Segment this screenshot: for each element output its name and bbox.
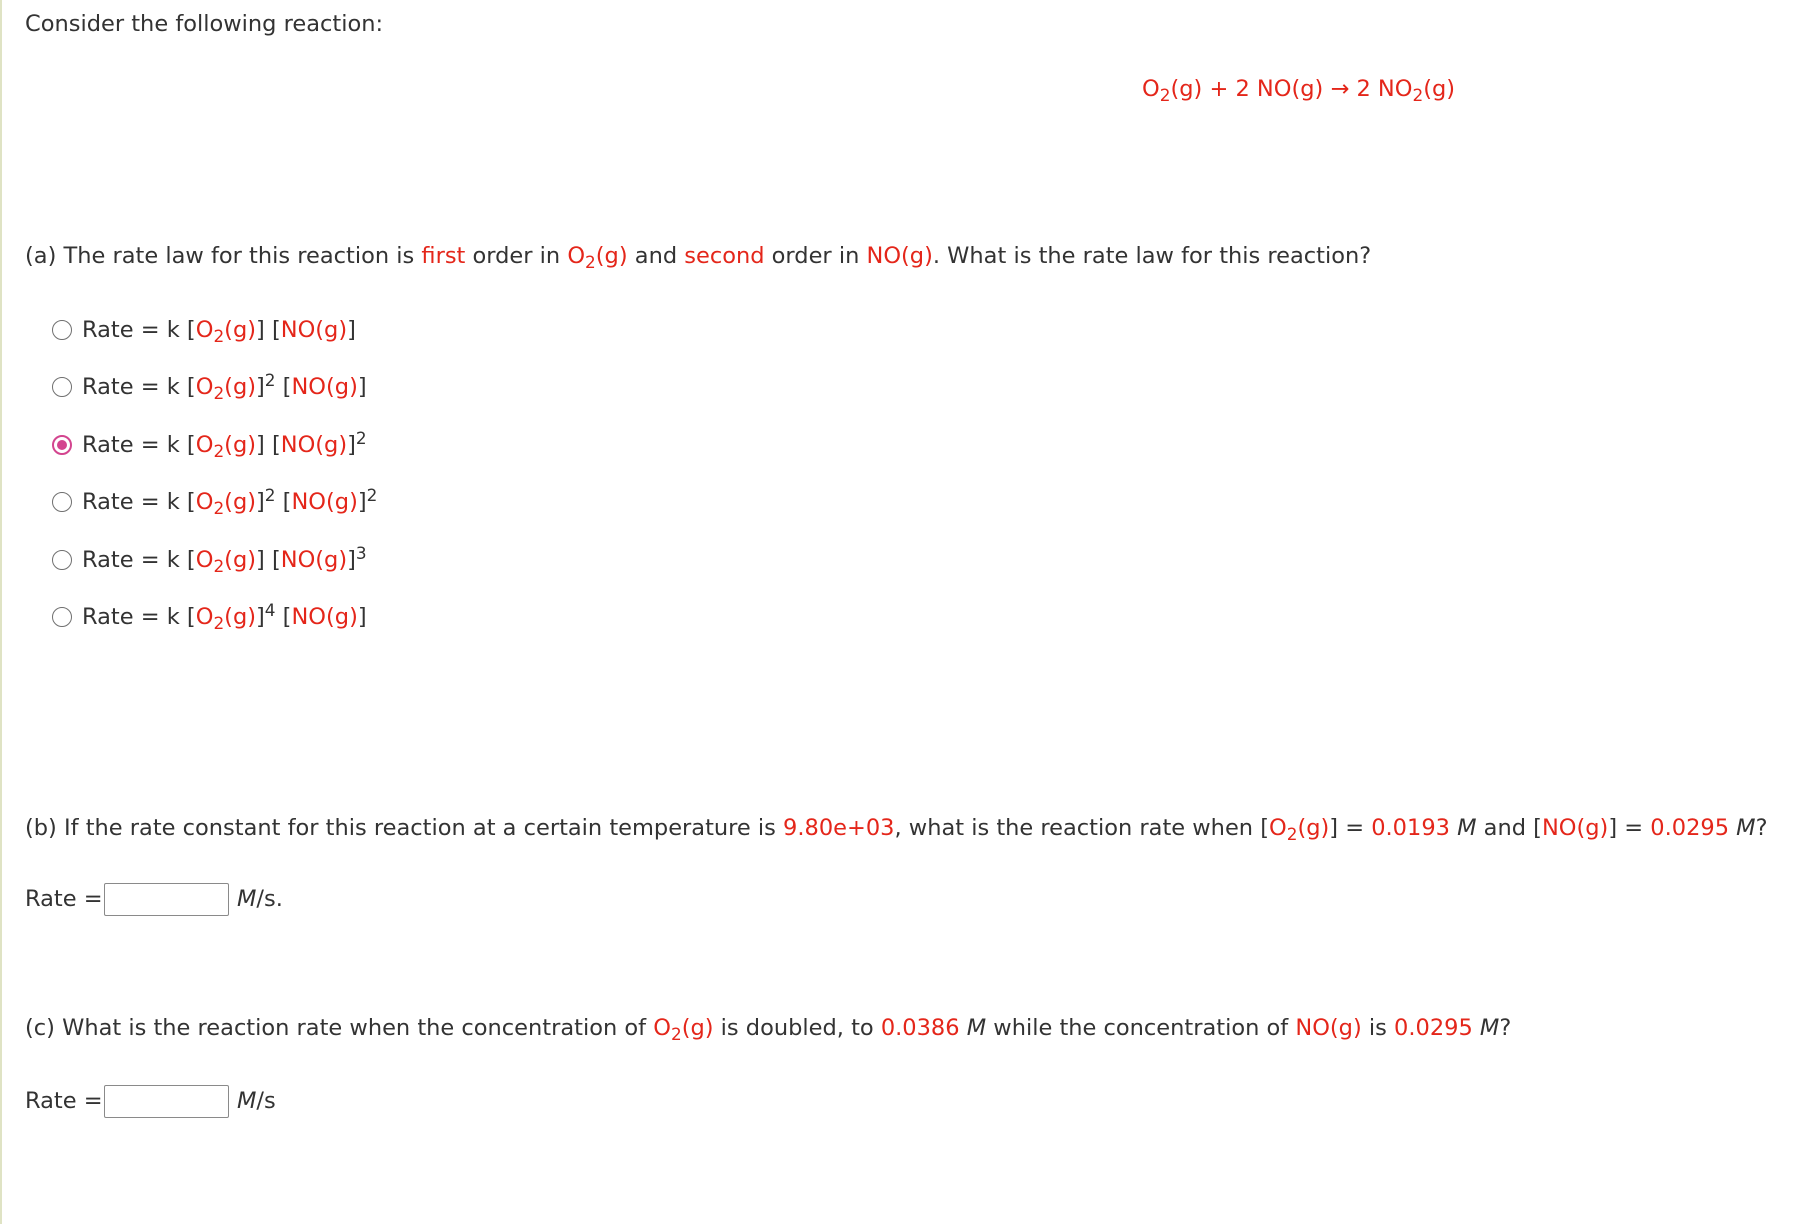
- option-text: ]: [357, 489, 367, 515]
- option-text: ]: [256, 489, 265, 515]
- part-a-species-o2: [567, 243, 628, 273]
- part-b-question: [25, 813, 1768, 843]
- molar-unit: M: [966, 1015, 987, 1041]
- option-o2: [195, 432, 257, 462]
- o2-state: (g): [1297, 815, 1330, 841]
- molar-unit: M: [1736, 815, 1756, 841]
- part-c-text: (c) What is the reaction rate when the concentration of: [25, 1015, 654, 1041]
- option-label: [82, 317, 356, 347]
- option-label: [82, 428, 367, 462]
- part-c-species-o2: [653, 1015, 714, 1045]
- option-text: Rate = k [: [82, 489, 196, 515]
- no-concentration: 0.0295: [1650, 815, 1730, 841]
- option-text: [: [275, 374, 292, 400]
- option-exponent: 4: [264, 600, 276, 621]
- o2-concentration: 0.0193: [1371, 815, 1450, 841]
- o2-state: (g): [681, 1015, 714, 1041]
- eq-o2: O: [1142, 76, 1160, 102]
- option-text: Rate = k [: [82, 374, 196, 400]
- part-c-text: is doubled, to: [713, 1015, 881, 1041]
- eq-o2-sub: 2: [1159, 85, 1171, 106]
- o2-symbol: O: [653, 1015, 671, 1041]
- option-text: ] [: [256, 317, 281, 343]
- option-text: ]: [256, 604, 265, 630]
- part-b-rate-input[interactable]: [104, 883, 229, 916]
- o2-state: (g): [224, 604, 257, 630]
- unit-m: M: [237, 1088, 257, 1114]
- part-b-text: ] =: [1608, 815, 1651, 841]
- o2-symbol: O: [1268, 815, 1287, 841]
- rate-law-option-5[interactable]: [52, 545, 367, 575]
- part-a-order-o2: first: [421, 243, 466, 269]
- option-exponent: 2: [366, 485, 378, 506]
- o2-subscript: 2: [1286, 824, 1298, 845]
- o2-symbol: O: [195, 604, 214, 630]
- option-no: NO(g): [291, 489, 358, 515]
- eq-arrow: →: [1330, 76, 1350, 102]
- rate-law-option-1[interactable]: [52, 315, 356, 345]
- part-b-text: , what is the reaction rate when [: [894, 815, 1269, 841]
- unit-per-second: /s.: [256, 886, 283, 912]
- part-b-species-no: NO(g): [1541, 815, 1609, 841]
- part-c-question: [25, 1013, 1511, 1043]
- option-text: [: [275, 604, 292, 630]
- part-c-rate-input[interactable]: [104, 1085, 229, 1118]
- o2-symbol: O: [195, 374, 214, 400]
- part-b-text: ?: [1755, 815, 1768, 841]
- part-a-text: and: [627, 243, 685, 269]
- o2-state: (g): [224, 432, 257, 458]
- part-a-question: [25, 241, 1371, 271]
- option-no: NO(g): [280, 432, 348, 458]
- o2-subscript: 2: [213, 326, 225, 347]
- part-a-text: order in: [764, 243, 867, 269]
- o2-symbol: O: [195, 489, 214, 515]
- o2-subscript: 2: [213, 383, 225, 404]
- o2-subscript: 2: [585, 252, 596, 273]
- o2-state: (g): [224, 489, 257, 515]
- part-a-text: . What is the rate law for this reaction?: [932, 243, 1372, 269]
- option-text: ]: [256, 374, 265, 400]
- option-text: ]: [357, 604, 367, 630]
- o2-subscript: 2: [213, 498, 225, 519]
- option-o2: [195, 604, 257, 634]
- option-text: Rate = k [: [82, 604, 196, 630]
- rate-constant-value: 9.80e+03: [783, 815, 895, 841]
- rate-law-option-2[interactable]: [52, 372, 367, 402]
- o2-state: (g): [224, 317, 257, 343]
- option-no: NO(g): [291, 604, 358, 630]
- option-label: [82, 543, 367, 577]
- option-exponent: 2: [264, 485, 276, 506]
- option-exponent: 2: [355, 428, 367, 449]
- option-no: NO(g): [291, 374, 358, 400]
- radio-button[interactable]: [52, 550, 72, 570]
- part-c-species-no: NO(g): [1295, 1015, 1362, 1041]
- part-c-text: while the concentration of: [986, 1015, 1296, 1041]
- o2-subscript: 2: [213, 556, 225, 577]
- part-a-species-no: NO(g): [866, 243, 933, 269]
- option-o2: [195, 489, 257, 519]
- no-concentration: 0.0295: [1394, 1015, 1473, 1041]
- eq-plus: + 2 NO(g): [1202, 76, 1331, 102]
- o2-state: (g): [224, 547, 257, 573]
- o2-symbol: O: [195, 547, 214, 573]
- part-c-rate-label: Rate =: [25, 1088, 103, 1114]
- left-border: [0, 0, 2, 1224]
- option-exponent: 3: [355, 543, 367, 564]
- eq-no2-sub: 2: [1412, 85, 1424, 106]
- option-o2: [195, 317, 257, 347]
- part-b-unit: [237, 884, 283, 914]
- option-text: ]: [347, 317, 356, 343]
- option-no: NO(g): [280, 547, 348, 573]
- rate-law-option-6[interactable]: [52, 602, 367, 632]
- option-label: [82, 485, 378, 519]
- option-o2: [195, 374, 257, 404]
- molar-unit: M: [1479, 1015, 1500, 1041]
- option-no: NO(g): [280, 317, 348, 343]
- o2-symbol: O: [195, 432, 214, 458]
- rate-law-option-4[interactable]: [52, 487, 377, 517]
- eq-no2: 2 NO: [1349, 76, 1413, 102]
- eq-o2-tail: (g): [1170, 76, 1203, 102]
- unit-m: M: [237, 886, 257, 912]
- molar-unit: M: [1457, 815, 1477, 841]
- part-b-rate-label: Rate =: [25, 886, 103, 912]
- part-c-unit: [237, 1086, 276, 1116]
- part-b-species-o2: [1268, 815, 1330, 845]
- o2-state: (g): [595, 243, 628, 269]
- option-o2: [195, 547, 257, 577]
- intro-text: Consider the following reaction:: [25, 11, 384, 37]
- radio-button[interactable]: [52, 492, 72, 512]
- radio-button[interactable]: [52, 320, 72, 340]
- eq-no2-tail: (g): [1423, 76, 1456, 102]
- part-b-text: (b) If the rate constant for this reaction at a certain temperature is: [25, 815, 784, 841]
- unit-per-second: /s: [256, 1088, 276, 1114]
- o2-subscript: 2: [213, 613, 225, 634]
- option-exponent: 2: [264, 370, 276, 391]
- part-a-text: order in: [465, 243, 568, 269]
- part-b-text: ] =: [1329, 815, 1372, 841]
- option-text: Rate = k [: [82, 432, 196, 458]
- reaction-equation: [1142, 74, 1455, 104]
- radio-button[interactable]: [52, 607, 72, 627]
- part-c-text: is: [1361, 1015, 1395, 1041]
- part-a-text: (a) The rate law for this reaction is: [25, 243, 422, 269]
- option-text: ]: [347, 432, 356, 458]
- radio-button[interactable]: [52, 377, 72, 397]
- option-label: [82, 370, 367, 404]
- o2-state: (g): [224, 374, 257, 400]
- o2-subscript: 2: [213, 441, 225, 462]
- rate-law-option-3[interactable]: [52, 430, 367, 460]
- option-text: Rate = k [: [82, 547, 196, 573]
- o2-concentration: 0.0386: [880, 1015, 960, 1041]
- option-text: ]: [357, 374, 367, 400]
- option-text: ] [: [256, 547, 281, 573]
- part-c-text: ?: [1499, 1015, 1512, 1041]
- part-b-text: and [: [1476, 815, 1542, 841]
- o2-symbol: O: [567, 243, 586, 269]
- option-text: Rate = k [: [82, 317, 196, 343]
- o2-subscript: 2: [670, 1024, 682, 1045]
- option-text: ]: [347, 547, 356, 573]
- o2-symbol: O: [195, 317, 214, 343]
- option-text: ] [: [256, 432, 281, 458]
- radio-button-selected[interactable]: [52, 435, 72, 455]
- part-a-order-no: second: [684, 243, 765, 269]
- option-label: [82, 600, 367, 634]
- option-text: [: [275, 489, 292, 515]
